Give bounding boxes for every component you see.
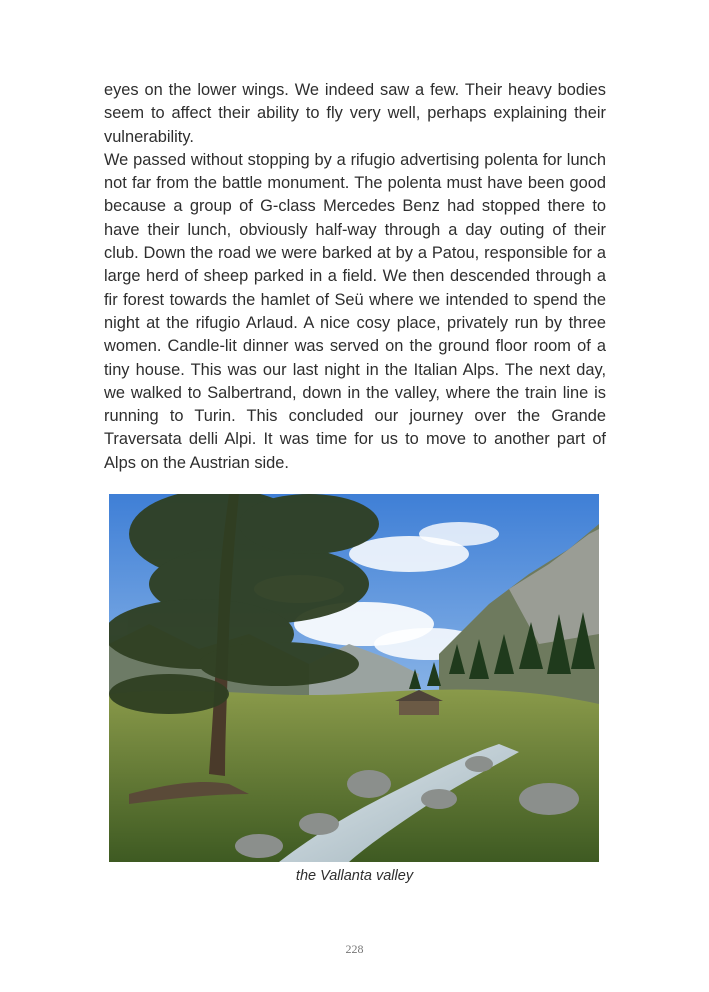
body-text: [104, 79, 606, 475]
page-number: 228: [345, 942, 364, 956]
paragraph-1: eyes on the lower wings. We indeed saw a few. Their heavy bodies seem to affect their ability to fly very well, perhaps explaining their vulnerability.: [104, 81, 606, 146]
valley-photo: [109, 494, 599, 862]
paragraph-2: We passed without stopping by a rifugio advertising polenta for lunch not far from the battle monument. The polenta must have been good because a group of G-class Mercedes Benz had stopped there to have their lunch, obviously half-way through a day outing of their club. Down the road we were barked at by a Patou, responsible for a large herd of sheep parked in a field. We then descended through a fir forest towards the hamlet of Seü where we intended to spend the night at the rifugio Arlaud. A nice cosy place, privately run by three women. Candle-lit dinner was served on the ground floor room of a tiny house. This was our last night in the Italian Alps. The next day, we walked to Salbertrand, down in the valley, where the train line is running to Turin. This concluded our journey over the Grande Traversata delli Alpi. It was time for us to move to another part of Alps on the Austrian side.: [104, 150, 606, 472]
figure-caption: the Vallanta valley: [295, 868, 414, 884]
valley-photo-illustration: [109, 494, 599, 862]
